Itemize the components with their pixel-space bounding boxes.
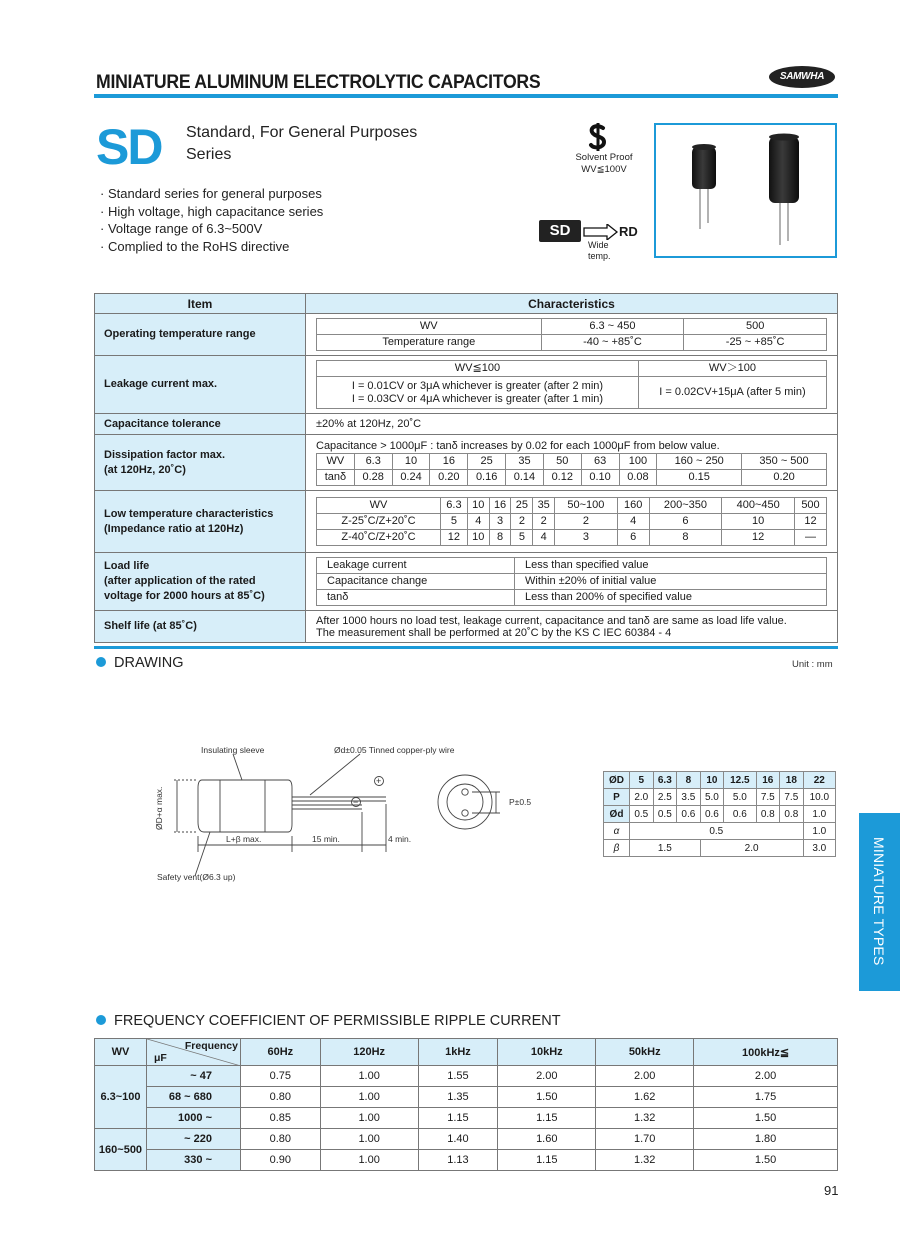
solvent-proof-icon [587, 123, 609, 151]
arrow-right-icon [583, 224, 619, 240]
table-cell: 2.5 [653, 789, 677, 806]
table-cell: 8 [649, 530, 722, 546]
table-cell: 18 [780, 772, 804, 789]
table-cell: 0.15 [657, 470, 742, 486]
dissipation-table [316, 453, 827, 486]
bullet-icon [96, 1015, 106, 1025]
coefficient-cell: 1.00 [320, 1087, 418, 1108]
op-temp-h3: 500 [684, 319, 827, 335]
shelf-label: Shelf life (at 85˚C) [95, 611, 306, 643]
loadlife-label2: (after application of the rated [104, 575, 256, 587]
loadlife-table [316, 557, 827, 606]
df-tan-label: tanδ [317, 470, 355, 486]
tolerance-value: ±20% at 120Hz, 20˚C [306, 414, 838, 435]
table-cell: 100 [619, 454, 657, 470]
length-label: L+β max. [226, 834, 262, 844]
table-cell: 0.08 [619, 470, 657, 486]
pitch-label: P±0.5 [509, 797, 532, 807]
coefficient-cell: 0.80 [241, 1129, 321, 1150]
freq-header-label: Frequency [184, 1040, 238, 1052]
capacitance-cell: ~ 47 [147, 1066, 241, 1087]
table-cell: 5 [630, 772, 654, 789]
table-cell: 16 [756, 772, 780, 789]
coefficient-cell: 1.13 [418, 1150, 498, 1171]
table-cell: 0.5 [653, 806, 677, 823]
series-desc-line1: Standard, For General Purposes [186, 124, 418, 141]
table-cell: 10.0 [803, 789, 835, 806]
feature-list [100, 185, 323, 255]
op-temp-h1: WV [317, 319, 542, 335]
loadlife-v: Less than 200% of specified value [515, 590, 827, 606]
page-title: MINIATURE ALUMINUM ELECTROLYTIC CAPACITORS [96, 72, 541, 93]
coefficient-cell: 1.15 [418, 1108, 498, 1129]
solvent-line2: WV≦100V [581, 164, 627, 175]
table-cell: 12.5 [724, 772, 756, 789]
freq-col: 10kHz [498, 1039, 596, 1066]
coefficient-cell: 1.00 [320, 1108, 418, 1129]
coefficient-cell: 1.00 [320, 1066, 418, 1087]
dim-dd-label: Ød [604, 806, 630, 823]
table-cell: 0.5 [630, 806, 654, 823]
feature-item: · Complied to the RoHS directive [100, 238, 323, 256]
table-cell: 200~350 [649, 498, 722, 514]
dim-beta-a: 1.5 [630, 840, 701, 857]
coefficient-cell: 1.32 [596, 1108, 694, 1129]
dim-beta-b: 2.0 [700, 840, 803, 857]
leakage-right: I = 0.02CV+15μA (after 5 min) [638, 377, 826, 409]
op-temp-r3: -25 ~ +85˚C [684, 335, 827, 351]
table-cell: 8 [489, 530, 511, 546]
freq-diag-header [147, 1039, 241, 1066]
plus-sign: + [376, 776, 382, 786]
uf-header-label: μF [154, 1052, 167, 1064]
table-cell: 0.6 [724, 806, 756, 823]
feature-item: · Voltage range of 6.3~500V [100, 220, 323, 238]
product-photo [654, 123, 837, 258]
table-row [95, 1108, 838, 1129]
coefficient-cell: 0.75 [241, 1066, 321, 1087]
table-cell: 12 [795, 514, 827, 530]
coefficient-cell: 1.50 [694, 1108, 838, 1129]
loadlife-k: tanδ [317, 590, 515, 606]
coefficient-cell: 0.80 [241, 1087, 321, 1108]
dissipation-label2: (at 120Hz, 20˚C) [104, 463, 186, 476]
shelf-line1: After 1000 hours no load test, leakage current, capacitance and tanδ are same as load life value. [316, 614, 787, 627]
table-cell: 3 [489, 514, 511, 530]
leakage-h1: WV≦100 [317, 361, 639, 377]
op-temp-table [316, 318, 827, 351]
op-temp-label: Operating temperature range [95, 314, 306, 356]
table-cell: 63 [581, 454, 619, 470]
freq-col: 50kHz [596, 1039, 694, 1066]
table-cell: 50 [543, 454, 581, 470]
table-cell: 0.8 [780, 806, 804, 823]
table-cell: 3 [555, 530, 618, 546]
wv-group-cell: 160~500 [95, 1129, 147, 1171]
loadlife-label [95, 553, 306, 611]
freq-col: 1kHz [418, 1039, 498, 1066]
coefficient-cell: 1.70 [596, 1129, 694, 1150]
table-cell: 6 [617, 530, 649, 546]
vent-label: Safety vent(Ø6.3 up) [157, 872, 236, 882]
table-cell: 0.10 [581, 470, 619, 486]
wide-temp-label: Wide temp. [588, 240, 611, 261]
coefficient-cell: 1.60 [498, 1129, 596, 1150]
table-cell: 5.0 [724, 789, 756, 806]
lt-wv-label: WV [317, 498, 441, 514]
table-cell: 50~100 [555, 498, 618, 514]
diameter-label: ØD+α max. [154, 786, 164, 830]
table-row [95, 1150, 838, 1171]
samwha-logo: SAMWHA [769, 66, 835, 88]
table-cell: 4 [467, 514, 489, 530]
freq-col: 120Hz [320, 1039, 418, 1066]
dissipation-label1: Dissipation factor max. [104, 448, 226, 461]
dim-p-label: P [604, 789, 630, 806]
table-cell: 6.3 [653, 772, 677, 789]
coefficient-cell: 2.00 [694, 1066, 838, 1087]
coefficient-cell: 1.55 [418, 1066, 498, 1087]
series-code: SD [96, 119, 162, 175]
freq-col: 100kHz≦ [694, 1039, 838, 1066]
loadlife-v: Less than specified value [515, 558, 827, 574]
coefficient-cell: 1.35 [418, 1087, 498, 1108]
title-rule [94, 94, 838, 98]
table-cell: 500 [795, 498, 827, 514]
op-temp-h2: 6.3 ~ 450 [541, 319, 684, 335]
loadlife-k: Capacitance change [317, 574, 515, 590]
table-cell: 0.20 [742, 470, 827, 486]
table-cell: 6.3 [354, 454, 392, 470]
leakage-line2: I = 0.03CV or 4μA whichever is greater (after 1 min) [351, 392, 604, 405]
table-cell: 10 [467, 498, 489, 514]
minus-sign: − [353, 797, 359, 807]
side-tab-text: MINIATURE TYPES [871, 837, 887, 966]
loadlife-label1: Load life [104, 560, 150, 572]
freq-wv-header: WV [95, 1039, 147, 1066]
coefficient-cell: 1.62 [596, 1087, 694, 1108]
table-cell: 0.16 [468, 470, 506, 486]
section-rule [94, 646, 838, 649]
table-cell: 25 [511, 498, 533, 514]
table-cell: 8 [677, 772, 701, 789]
bullet-icon [96, 657, 106, 667]
table-cell: 400~450 [722, 498, 795, 514]
header-item: Item [95, 294, 306, 314]
table-cell: 0.12 [543, 470, 581, 486]
sleeve-label: Insulating sleeve [201, 745, 265, 755]
drawing-heading [96, 655, 184, 671]
table-cell: 160 ~ 250 [657, 454, 742, 470]
series-description [186, 122, 417, 166]
capacitance-cell: 330 ~ [147, 1150, 241, 1171]
dissipation-note: Capacitance > 1000μF : tanδ increases by 0.02 for each 1000μF from below value. [316, 440, 720, 452]
coefficient-cell: 1.00 [320, 1129, 418, 1150]
freq-col: 60Hz [241, 1039, 321, 1066]
frequency-table [94, 1038, 838, 1171]
table-cell: 350 ~ 500 [742, 454, 827, 470]
coefficient-cell: 1.40 [418, 1129, 498, 1150]
leakage-h2: WV＞100 [638, 361, 826, 377]
table-cell: 2.0 [630, 789, 654, 806]
table-row [95, 1066, 838, 1087]
table-cell: 0.14 [506, 470, 544, 486]
page-number: 91 [824, 1183, 839, 1198]
dim-beta-c: 3.0 [803, 840, 835, 857]
coefficient-cell: 2.00 [498, 1066, 596, 1087]
drawing-heading-text: DRAWING [114, 655, 184, 671]
capacitance-cell: 1000 ~ [147, 1108, 241, 1129]
table-cell: 10 [722, 514, 795, 530]
table-row [95, 1087, 838, 1108]
unit-label: Unit : mm [792, 659, 833, 670]
capacitor-photo-illustration [656, 125, 835, 256]
dim-alpha-a: 0.5 [630, 823, 804, 840]
solvent-line1: Solvent Proof [575, 152, 633, 163]
wv-group-cell: 6.3~100 [95, 1066, 147, 1129]
dim-alpha-label: α [604, 823, 630, 840]
feature-item: · High voltage, high capacitance series [100, 203, 323, 221]
table-cell: 25 [468, 454, 506, 470]
shelf-line2: The measurement shall be performed at 20˚C by the KS C IEC 60384 - 4 [316, 626, 672, 639]
table-cell: 2 [533, 514, 555, 530]
loadlife-k: Leakage current [317, 558, 515, 574]
leakage-line1: I = 0.01CV or 3μA whichever is greater (after 2 min) [351, 379, 604, 392]
table-cell: 16 [430, 454, 468, 470]
capacitor-dimension-drawing [150, 740, 550, 890]
dimension-table [603, 771, 836, 857]
sd-badge: SD [539, 220, 581, 242]
table-cell: 6.3 [441, 498, 468, 514]
capacitance-cell: ~ 220 [147, 1129, 241, 1150]
table-cell: 22 [803, 772, 835, 789]
table-row [95, 1129, 838, 1150]
table-cell: 0.8 [756, 806, 780, 823]
lt-z25-label: Z-25˚C/Z+20˚C [317, 514, 441, 530]
table-cell: 12 [441, 530, 468, 546]
coefficient-cell: 1.00 [320, 1150, 418, 1171]
tolerance-label: Capacitance tolerance [95, 414, 306, 435]
dim-beta-label: β [604, 840, 630, 857]
coefficient-cell: 0.85 [241, 1108, 321, 1129]
feature-item: · Standard series for general purposes [100, 185, 323, 203]
lowtemp-label [95, 491, 306, 553]
solvent-proof-label [566, 152, 642, 176]
table-cell: 10 [392, 454, 430, 470]
lt-z40-label: Z-40˚C/Z+20˚C [317, 530, 441, 546]
lowtemp-label2: (Impedance ratio at 120Hz) [104, 522, 244, 535]
header-characteristics: Characteristics [306, 294, 838, 314]
table-cell: 16 [489, 498, 511, 514]
lowtemp-table [316, 497, 827, 546]
df-wv-label: WV [317, 454, 355, 470]
table-cell: 1.0 [803, 806, 835, 823]
table-cell: 10 [700, 772, 724, 789]
coefficient-cell: 1.15 [498, 1150, 596, 1171]
table-cell: 7.5 [780, 789, 804, 806]
op-temp-r1: Temperature range [317, 335, 542, 351]
table-cell: 3.5 [677, 789, 701, 806]
characteristics-table [94, 293, 838, 643]
coefficient-cell: 1.50 [498, 1087, 596, 1108]
table-cell: 5 [511, 530, 533, 546]
table-cell: 5 [441, 514, 468, 530]
coefficient-cell: 1.15 [498, 1108, 596, 1129]
side-tab [859, 813, 900, 991]
series-desc-line2: Series [186, 146, 232, 163]
loadlife-v: Within ±20% of initial value [515, 574, 827, 590]
table-cell: 4 [533, 530, 555, 546]
rd-label: RD [619, 224, 638, 239]
lead-4min-label: 4 min. [388, 834, 412, 844]
lead-15min-label: 15 min. [312, 834, 340, 844]
wire-label: Ød±0.05 Tinned copper-ply wire [334, 745, 455, 755]
coefficient-cell: 2.00 [596, 1066, 694, 1087]
coefficient-cell: 1.32 [596, 1150, 694, 1171]
table-cell: 35 [533, 498, 555, 514]
table-cell: 0.6 [700, 806, 724, 823]
dim-d-label: ØD [604, 772, 630, 789]
table-cell: 0.24 [392, 470, 430, 486]
frequency-heading [96, 1013, 561, 1029]
capacitance-cell: 68 ~ 680 [147, 1087, 241, 1108]
table-cell: 2 [511, 514, 533, 530]
table-cell: 7.5 [756, 789, 780, 806]
table-cell: 0.28 [354, 470, 392, 486]
frequency-heading-text: FREQUENCY COEFFICIENT OF PERMISSIBLE RIPPLE CURRENT [114, 1013, 561, 1029]
dim-alpha-b: 1.0 [803, 823, 835, 840]
table-cell: 2 [555, 514, 618, 530]
leakage-label: Leakage current max. [95, 356, 306, 414]
table-cell: 160 [617, 498, 649, 514]
dissipation-label [95, 435, 306, 491]
coefficient-cell: 1.50 [694, 1150, 838, 1171]
table-cell: 6 [649, 514, 722, 530]
loadlife-label3: voltage for 2000 hours at 85˚C) [104, 590, 265, 602]
coefficient-cell: 1.75 [694, 1087, 838, 1108]
lowtemp-label1: Low temperature characteristics [104, 507, 274, 520]
table-cell: 0.6 [677, 806, 701, 823]
table-cell: — [795, 530, 827, 546]
table-cell: 35 [506, 454, 544, 470]
table-cell: 10 [467, 530, 489, 546]
coefficient-cell: 1.80 [694, 1129, 838, 1150]
table-cell: 12 [722, 530, 795, 546]
leakage-table [316, 360, 827, 409]
coefficient-cell: 0.90 [241, 1150, 321, 1171]
table-cell: 0.20 [430, 470, 468, 486]
op-temp-r2: -40 ~ +85˚C [541, 335, 684, 351]
table-cell: 4 [617, 514, 649, 530]
table-cell: 5.0 [700, 789, 724, 806]
